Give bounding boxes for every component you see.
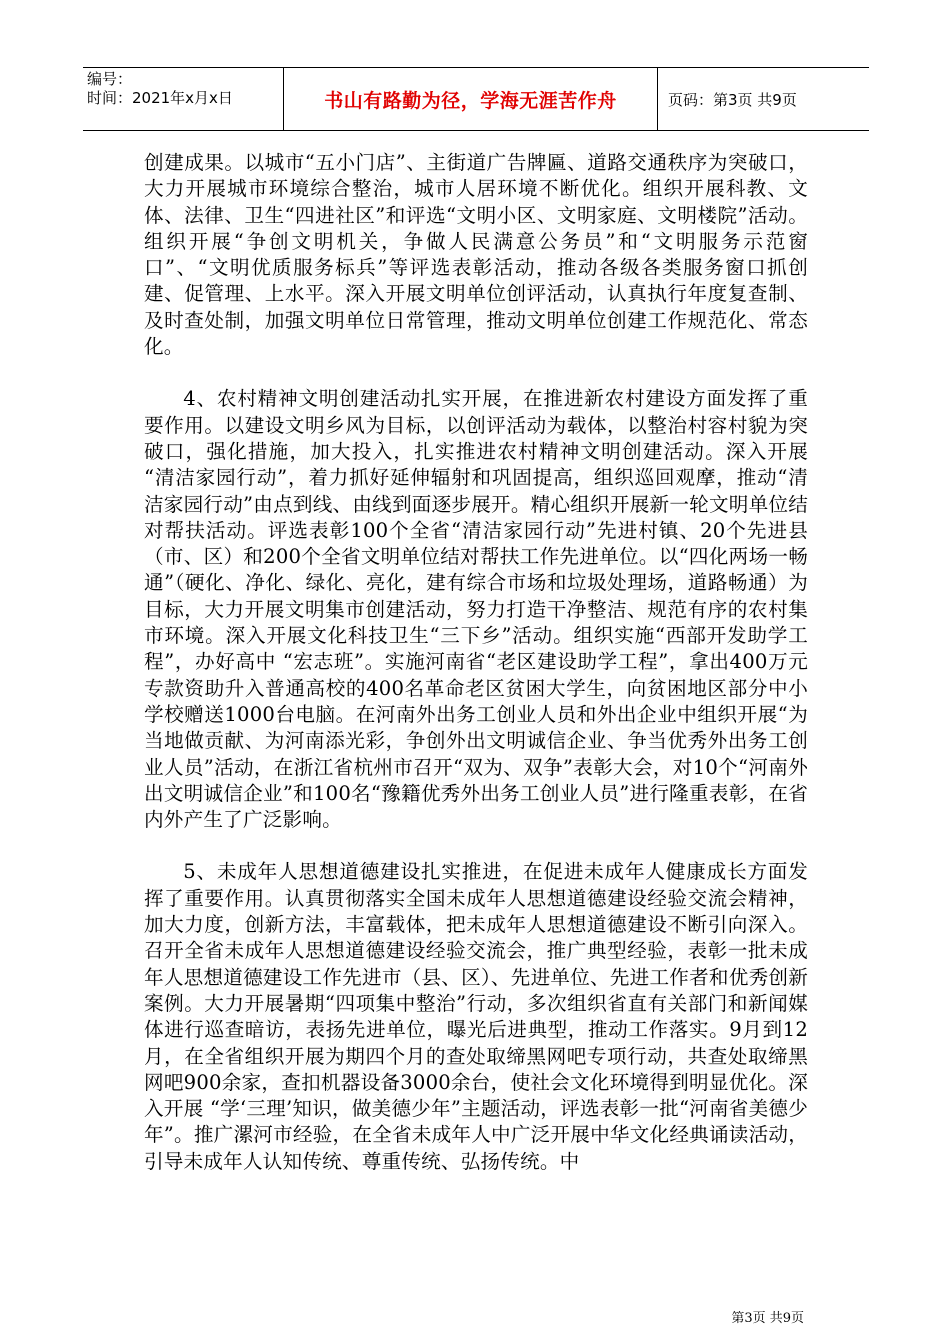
- header-meta: [83, 68, 284, 130]
- header-page-info: 页码：第3页 共9页: [668, 90, 797, 109]
- body-paragraph: 5、未成年人思想道德建设扎实推进，在促进未成年人健康成长方面发挥了重要作用。认真贯彻落实全国未成年人思想道德建设经验交流会精神，加大力度，创新方法，丰富载体，把未成年人思想道德建设不断引向深入。召开全省未成年人思想道德建设经验交流会，推广典型经验，表彰一批未成年人思想道德建设工作先进市（县、区）、先进单位、先进工作者和优秀创新案例。大力开展暑期“四项集中整治”行动，多次组织省直有关部门和新闻媒体进行巡查暗访，表扬先进单位，曝光后进典型，推动工作落实。9月到12月，在全省组织开展为期四个月的查处取缔黑网吧专项行动，共查处取缔黑网吧900余家，查扣机器设备3000余台，使社会文化环境得到明显优化。深入开展 “学‘三理’知识，做美德少年”主题活动，评选表彰一批“河南省美德少年”。推广漯河市经验，在全省未成年人中广泛开展中华文化经典诵读活动，引导未成年人认知传统、尊重传统、弘扬传统。中: [144, 860, 808, 1173]
- document-body: [144, 150, 808, 1175]
- page-footer: 第3页 共9页: [731, 1311, 804, 1326]
- header-motto: 书山有路勤为径，学海无涯苦作舟: [284, 68, 658, 130]
- code-label: 编号：: [87, 70, 133, 88]
- page-header: [83, 67, 869, 131]
- time-label: 时间：2021年x月x日: [87, 89, 233, 107]
- body-paragraph: 创建成果。以城市“五小门店”、主街道广告牌匾、道路交通秩序为突破口，大力开展城市环境综合整治，城市人居环境不断优化。组织开展科教、文体、法律、卫生“四进社区”和评选“文明小区、文明家庭、文明楼院”活动。组织开展“争创文明机关，争做人民满意公务员”和“文明服务示范窗口”、“文明优质服务标兵”等评选表彰活动，推动各级各类服务窗口抓创建、促管理、上水平。深入开展文明单位创评活动，认真执行年度复查制、及时查处制，加强文明单位日常管理，推动文明单位创建工作规范化、常态化。: [144, 151, 808, 359]
- body-paragraph: 4、农村精神文明创建活动扎实开展，在推进新农村建设方面发挥了重要作用。以建设文明乡风为目标，以创评活动为载体，以整治村容村貌为突破口，强化措施，加大投入，扎实推进农村精神文明创建活动。深入开展 “清洁家园行动”，着力抓好延伸辐射和巩固提高，组织巡回观摩，推动“清洁家园行动”由点到线、由线到面逐步展开。精心组织开展新一轮文明单位结对帮扶活动。评选表彰100个全省“清洁家园行动”先进村镇、20个先进县（市、区）和200个全省文明单位结对帮扶工作先进单位。以“四化两场一畅通”（硬化、净化、绿化、亮化，建有综合市场和垃圾处理场，道路畅通）为目标，大力开展文明集市创建活动，努力打造干净整洁、规范有序的农村集市环境。深入开展文化科技卫生“三下乡”活动。组织实施“西部开发助学工程”，办好高中 “宏志班”。实施河南省“老区建设助学工程”，拿出400万元专款资助升入普通高校的400名革命老区贫困大学生，向贫困地区部分中小学校赠送1000台电脑。在河南外出务工创业人员和外出企业中组织开展“为当地做贡献、为河南添光彩，争创外出文明诚信企业、争当优秀外出务工创业人员”活动，在浙江省杭州市召开“双为、双争”表彰大会，对10个“河南外出文明诚信企业”和100名“豫籍优秀外出务工创业人员”进行隆重表彰，在省内外产生了广泛影响。: [144, 387, 808, 832]
